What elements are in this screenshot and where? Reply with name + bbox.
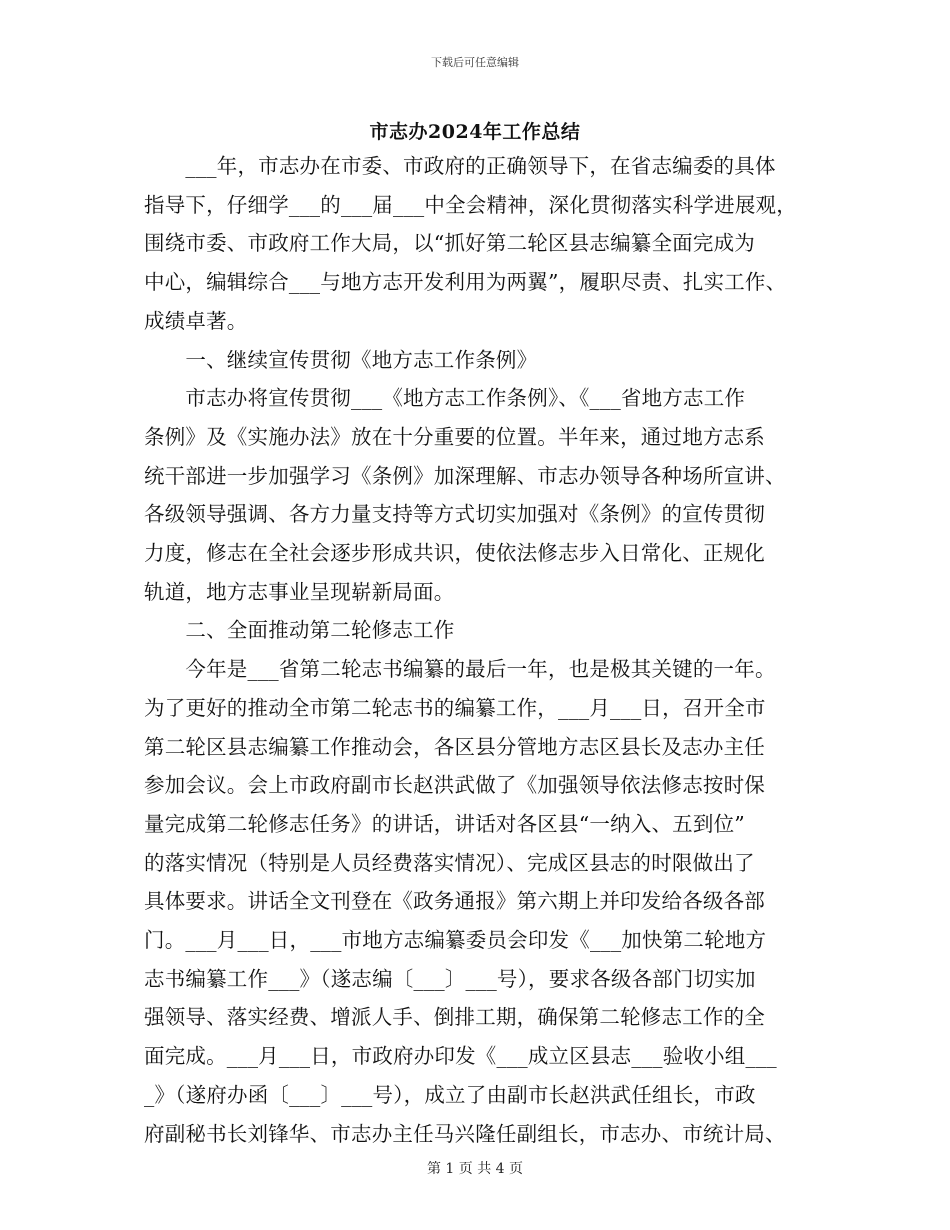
text-line: 第二轮区县志编纂工作推动会，各区县分管地方志区县长及志办主任 xyxy=(144,734,765,759)
text-line: 的落实情况（特别是人员经费落实情况）、完成区县志的时限做出了 xyxy=(144,850,755,875)
text-line: 围绕市委、市政府工作大局，以“抓好第二轮区县志编纂全面完成为 xyxy=(144,231,755,256)
text-line: ___年，市志办在市委、市政府的正确领导下，在省志编委的具体 xyxy=(144,154,776,178)
text-line: 统干部进一步加强学习《条例》加深理解、市志办领导各种场所宣讲、 xyxy=(144,463,786,488)
section-heading: 一、继续宣传贯彻《地方志工作条例》 xyxy=(144,347,538,372)
text-line: 志书编纂工作___》（遂志编〔___〕___号），要求各级各部门切实加 xyxy=(144,966,756,991)
text-line: 具体要求。讲话全文刊登在《政务通报》第六期上并印发给各级各部 xyxy=(144,889,765,914)
text-line: 条例》及《实施办法》放在十分重要的位置。半年来，通过地方志系 xyxy=(144,424,765,449)
document-body xyxy=(144,147,820,1153)
page-header: 下载后可任意编辑 xyxy=(431,56,519,69)
text-line: 量完成第二轮修志任务》的讲话，讲话对各区县“一纳入、五到位” xyxy=(144,811,745,836)
text-line: 门。___月___日，___市地方志编纂委员会印发《___加快第二轮地方 xyxy=(144,928,767,953)
section-heading: 二、全面推动第二轮修志工作 xyxy=(144,618,455,643)
text-line: 成绩卓著。 xyxy=(144,308,248,333)
text-line: 今年是___省第二轮志书编纂的最后一年，也是极其关键的一年。 xyxy=(144,657,776,682)
text-line: 面完成。___月___日，市政府办印发《___成立区县志___验收小组___ xyxy=(144,1044,777,1069)
text-line: 力度，修志在全社会逐步形成共识，使依法修志步入日常化、正规化 xyxy=(144,541,765,566)
text-line: 指导下，仔细学___的___届___中全会精神，深化贯彻落实科学进展观， xyxy=(144,192,797,217)
page-footer: 第 1 页 共 4 页 xyxy=(426,1161,524,1177)
text-line: 强领导、落实经费、增派人手、倒排工期，确保第二轮修志工作的全 xyxy=(144,1005,765,1030)
text-line: 参加会议。会上市政府副市长赵洪武做了《加强领导依法修志按时保 xyxy=(144,773,765,798)
text-line: 中心，编辑综合___与地方志开发利用为两翼”，履职尽责、扎实工作、 xyxy=(144,270,787,295)
text-line: 轨道，地方志事业呈现崭新局面。 xyxy=(144,579,455,604)
text-line: _》（遂府办函〔___〕___号），成立了由副市长赵洪武任组长，市政 xyxy=(144,1082,756,1107)
text-line: 为了更好的推动全市第二轮志书的编纂工作，___月___日，召开全市 xyxy=(144,695,766,720)
document-title: 市志办2024年工作总结 xyxy=(369,121,581,143)
text-line: 各级领导强调、各方力量支持等方式切实加强对《条例》的宣传贯彻 xyxy=(144,502,765,527)
text-line: 市志办将宣传贯彻___《地方志工作条例》、《___省地方志工作 xyxy=(144,386,746,411)
text-line: 府副秘书长刘锋华、市志办主任马兴隆任副组长，市志办、市统计局、 xyxy=(144,1121,786,1146)
